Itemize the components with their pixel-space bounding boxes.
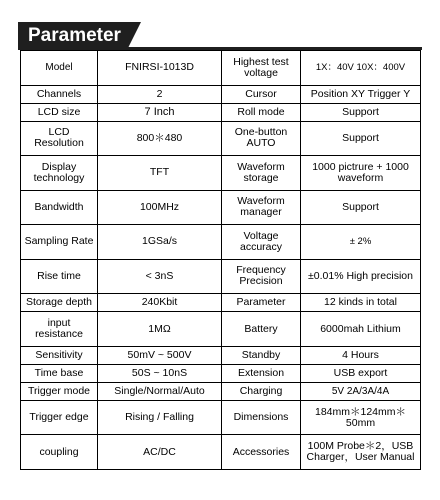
param-label: One-button AUTO bbox=[222, 121, 301, 156]
param-value: USB export bbox=[301, 364, 421, 382]
param-label: Display technology bbox=[21, 156, 98, 191]
param-value: 2 bbox=[98, 85, 222, 103]
param-label: Standby bbox=[222, 346, 301, 364]
param-label: LCD size bbox=[21, 103, 98, 121]
param-value: FNIRSI-1013D bbox=[98, 51, 222, 86]
table-row bbox=[21, 190, 421, 225]
table-row bbox=[21, 156, 421, 191]
param-value: 5V 2A/3A/4A bbox=[301, 382, 421, 400]
table-row bbox=[21, 225, 421, 260]
param-label: Storage depth bbox=[21, 294, 98, 312]
param-label: Waveform storage bbox=[222, 156, 301, 191]
param-value: ± 2% bbox=[301, 225, 421, 260]
table-row bbox=[21, 312, 421, 347]
param-label: Bandwidth bbox=[21, 190, 98, 225]
table-row bbox=[21, 121, 421, 156]
table-row bbox=[21, 346, 421, 364]
param-value: Support bbox=[301, 190, 421, 225]
table-row bbox=[21, 400, 421, 435]
param-label: Highest test voltage bbox=[222, 51, 301, 86]
section-title-banner bbox=[18, 22, 127, 50]
param-label: Trigger edge bbox=[21, 400, 98, 435]
param-value: 6000mah Lithium bbox=[301, 312, 421, 347]
param-label: input resistance bbox=[21, 312, 98, 347]
param-value: AC/DC bbox=[98, 435, 222, 470]
table-row bbox=[21, 435, 421, 470]
param-label: Voltage accuracy bbox=[222, 225, 301, 260]
param-label: Roll mode bbox=[222, 103, 301, 121]
param-label: Model bbox=[21, 51, 98, 86]
param-label: Battery bbox=[222, 312, 301, 347]
param-label: Time base bbox=[21, 364, 98, 382]
param-label: Waveform manager bbox=[222, 190, 301, 225]
table-row bbox=[21, 259, 421, 294]
param-label: Sampling Rate bbox=[21, 225, 98, 260]
table-row bbox=[21, 51, 421, 86]
parameter-table bbox=[20, 50, 421, 470]
table-row bbox=[21, 364, 421, 382]
param-value: 800＊480 bbox=[98, 121, 222, 156]
param-label: Rise time bbox=[21, 259, 98, 294]
param-value: < 3nS bbox=[98, 259, 222, 294]
param-value: 1GSa/s bbox=[98, 225, 222, 260]
param-value: Support bbox=[301, 103, 421, 121]
param-value: Position XY Trigger Y bbox=[301, 85, 421, 103]
param-value: 7 Inch bbox=[98, 103, 222, 121]
table-row bbox=[21, 294, 421, 312]
param-value: 240Kbit bbox=[98, 294, 222, 312]
param-value: 1X：40V 10X：400V bbox=[301, 51, 421, 86]
param-label: Extension bbox=[222, 364, 301, 382]
param-value: 50mV ~ 500V bbox=[98, 346, 222, 364]
param-label: Charging bbox=[222, 382, 301, 400]
param-value: 1MΩ bbox=[98, 312, 222, 347]
param-label: Sensitivity bbox=[21, 346, 98, 364]
param-value: Rising / Falling bbox=[98, 400, 222, 435]
table-row bbox=[21, 103, 421, 121]
param-label: Parameter bbox=[222, 294, 301, 312]
param-value: ±0.01% High precision bbox=[301, 259, 421, 294]
param-value: 4 Hours bbox=[301, 346, 421, 364]
table-row bbox=[21, 382, 421, 400]
param-value: 50S ~ 10nS bbox=[98, 364, 222, 382]
param-value: TFT bbox=[98, 156, 222, 191]
param-value: 184mm＊124mm＊50mm bbox=[301, 400, 421, 435]
param-value: 100MHz bbox=[98, 190, 222, 225]
section-title: Parameter bbox=[28, 25, 121, 46]
param-label: coupling bbox=[21, 435, 98, 470]
table-row bbox=[21, 85, 421, 103]
banner-tail bbox=[127, 22, 141, 50]
param-value: 100M Probe＊2，USB Charger，User Manual bbox=[301, 435, 421, 470]
param-label: Trigger mode bbox=[21, 382, 98, 400]
param-label: LCD Resolution bbox=[21, 121, 98, 156]
param-label: Accessories bbox=[222, 435, 301, 470]
param-label: Dimensions bbox=[222, 400, 301, 435]
param-value: Support bbox=[301, 121, 421, 156]
param-label: Cursor bbox=[222, 85, 301, 103]
param-value: 12 kinds in total bbox=[301, 294, 421, 312]
param-value: 1000 pictrure + 1000 waveform bbox=[301, 156, 421, 191]
param-label: Frequency Precision bbox=[222, 259, 301, 294]
param-value: Single/Normal/Auto bbox=[98, 382, 222, 400]
param-label: Channels bbox=[21, 85, 98, 103]
